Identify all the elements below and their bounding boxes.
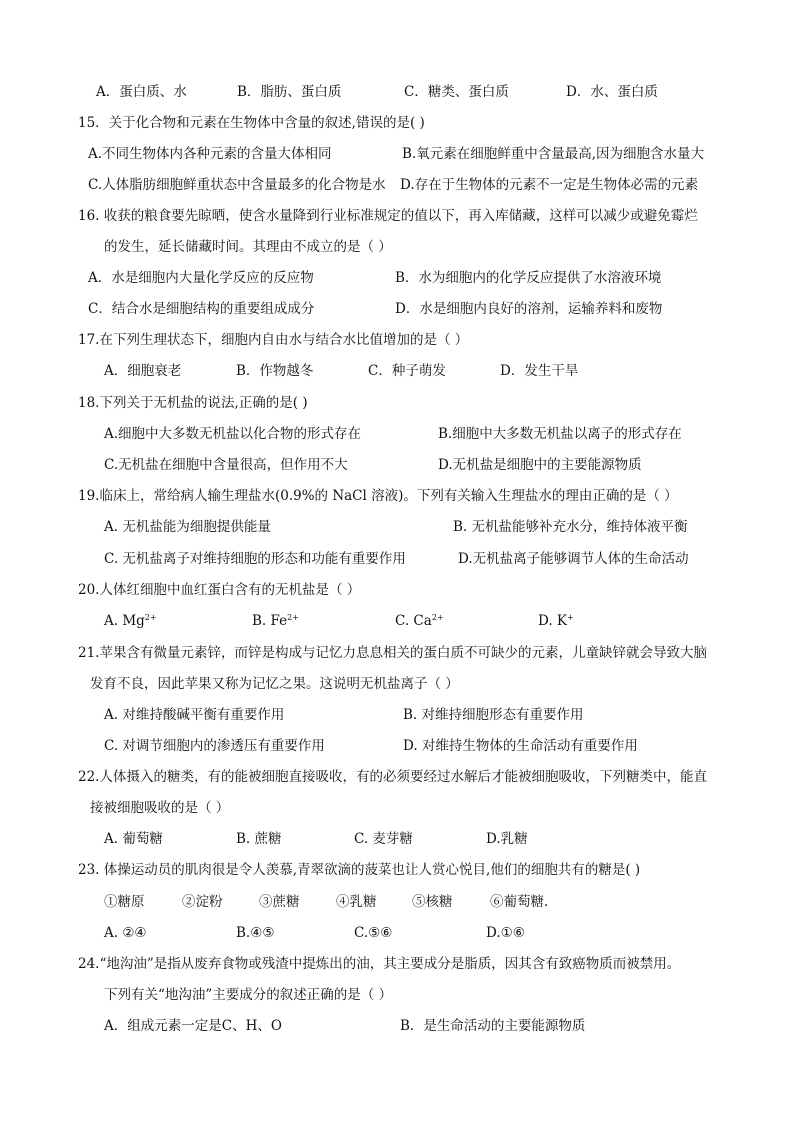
q14-option-c: C．糖类、蛋白质 [404,84,509,100]
q18-option-c: C.无机盐在细胞中含量很高，但作用不大 [104,457,348,473]
q15-option-c: C.人体脂肪细胞鲜重状态中含量最多的化合物是水 [88,177,386,193]
q21-option-d: D. 对维持生物体的生命活动有重要作用 [403,738,638,754]
q19-option-a: A. 无机盐能为细胞提供能量 [104,519,271,535]
q20-option-c: C. $Ca^{2+}$ [395,613,444,629]
q24-stem-line2: 下列有关“地沟油”主要成分的叙述正确的是（ ） [104,987,393,1003]
q23-option-d: D.①⑥ [486,925,525,941]
q23-item: ⑤核糖 [412,894,453,910]
q17-option-a: A．细胞衰老 [104,363,182,379]
q15-option-d: D.存在于生物体的元素不一定是生物体必需的元素 [400,177,699,193]
q20-option-d: D. K+ [538,613,574,629]
q16-stem-line1: 16. 收获的粮食要先晾晒，使含水量降到行业标准规定的值以下，再入库储藏，这样可以减少或避免霉烂 [78,208,698,224]
q22-option-c: C. 麦芽糖 [354,831,413,847]
q19-stem: 19.临床上，常给病人输生理盐水(0.9%的 NaCl 溶液)。下列有关输入生理盐水的理由正确的是（ ） [78,488,678,504]
q23-item: ⑥葡萄糖. [490,894,549,910]
q23-item: ④乳糖 [336,894,377,910]
q19-option-c: C. 无机盐离子对维持细胞的形态和功能有重要作用 [104,551,406,567]
q20-option-b: B. $Fe^{2+}$ [252,613,299,629]
q22-option-d: D.乳糖 [486,831,528,847]
q16-option-a: A．水是细胞内大量化学反应的反应物 [88,270,314,286]
q17-option-b: B．作物越冬 [236,363,314,379]
q14-option-b: B．脂肪、蛋白质 [237,84,342,100]
q14-option-d: D．水、蛋白质 [566,84,658,100]
q23-item: ③蔗糖 [259,894,300,910]
q21-stem-line1: 21.苹果含有微量元素锌，而锌是构成与记忆力息息相关的蛋白质不可缺少的元素，儿童缺锌就会导致大脑 [78,645,707,661]
q22-option-a: A. 葡萄糖 [104,831,163,847]
q22-option-b: B. 蔗糖 [236,831,282,847]
q16-option-c: C．结合水是细胞结构的重要组成成分 [88,301,315,317]
q21-option-a: A. 对维持酸碱平衡有重要作用 [104,707,285,723]
q16-option-b: B．水为细胞内的化学反应提供了水溶液环境 [395,270,662,286]
q17-stem: 17.在下列生理状态下，细胞内自由水与结合水比值增加的是（ ） [78,332,469,348]
q16-stem-line2: 的发生，延长储藏时间。其理由不成立的是（ ） [104,239,392,255]
q16-option-d: D．水是细胞内良好的溶剂，运输养料和废物 [395,301,663,317]
q22-stem-line1: 22.人体摄入的糖类，有的能被细胞直接吸收，有的必须要经过水解后才能被细胞吸收，下列糖类中，能直 [78,769,707,785]
q23-item: ①糖原 [104,894,145,910]
q23-option-a: A. ②④ [104,925,147,941]
q17-option-d: D．发生干旱 [500,363,579,379]
q14-option-a: A．蛋白质、水 [96,84,187,100]
q22-stem-line2: 接被细胞吸收的是（ ） [90,800,230,816]
q15-stem: 15．关于化合物和元素在生物体中含量的叙述,错误的是( ) [78,115,425,131]
q19-option-b: B. 无机盐能够补充水分，维持体液平衡 [453,519,688,535]
q23-item: ②淀粉 [182,894,223,910]
q23-stem: 23. 体操运动员的肌肉很是令人羡慕,青翠欲滴的菠菜也让人赏心悦目,他们的细胞共有的糖是( ) [78,862,641,878]
q24-stem-line1: 24.“地沟油”是指从废弃食物或残渣中提炼出的油，其主要成分是脂质，因其含有致癌物质而被禁用。 [78,956,681,972]
q17-option-c: C．种子萌发 [368,363,446,379]
q24-option-a: A．组成元素一定是C、H、O [104,1018,282,1034]
q18-stem: 18.下列关于无机盐的说法,正确的是( ) [78,395,308,411]
q23-item-list [104,893,664,911]
q21-option-b: B. 对维持细胞形态有重要作用 [403,707,584,723]
q21-stem-line2: 发育不良，因此苹果又称为记忆之果。这说明无机盐离子（ ） [90,676,459,692]
q19-option-d: D.无机盐离子能够调节人体的生命活动 [458,551,689,567]
q23-option-c: C.⑤⑥ [354,925,393,941]
q21-option-c: C. 对调节细胞内的渗透压有重要作用 [104,738,325,754]
q24-option-b: B．是生命活动的主要能源物质 [400,1018,586,1034]
q15-option-a: A.不同生物体内各种元素的含量大体相同 [88,146,332,162]
q18-option-a: A.细胞中大多数无机盐以化合物的形式存在 [104,426,362,442]
q18-option-b: B.细胞中大多数无机盐以离子的形式存在 [438,426,682,442]
q15-option-b: B.氧元素在细胞鲜重中含量最高,因为细胞含水量大 [402,146,705,162]
q23-option-b: B.④⑤ [236,925,275,941]
q20-option-a: A. $Mg^{2+}$ [104,613,157,629]
q18-option-d: D.无机盐是细胞中的主要能源物质 [438,457,642,473]
q20-stem: 20.人体红细胞中血红蛋白含有的无机盐是（ ） [78,582,361,598]
